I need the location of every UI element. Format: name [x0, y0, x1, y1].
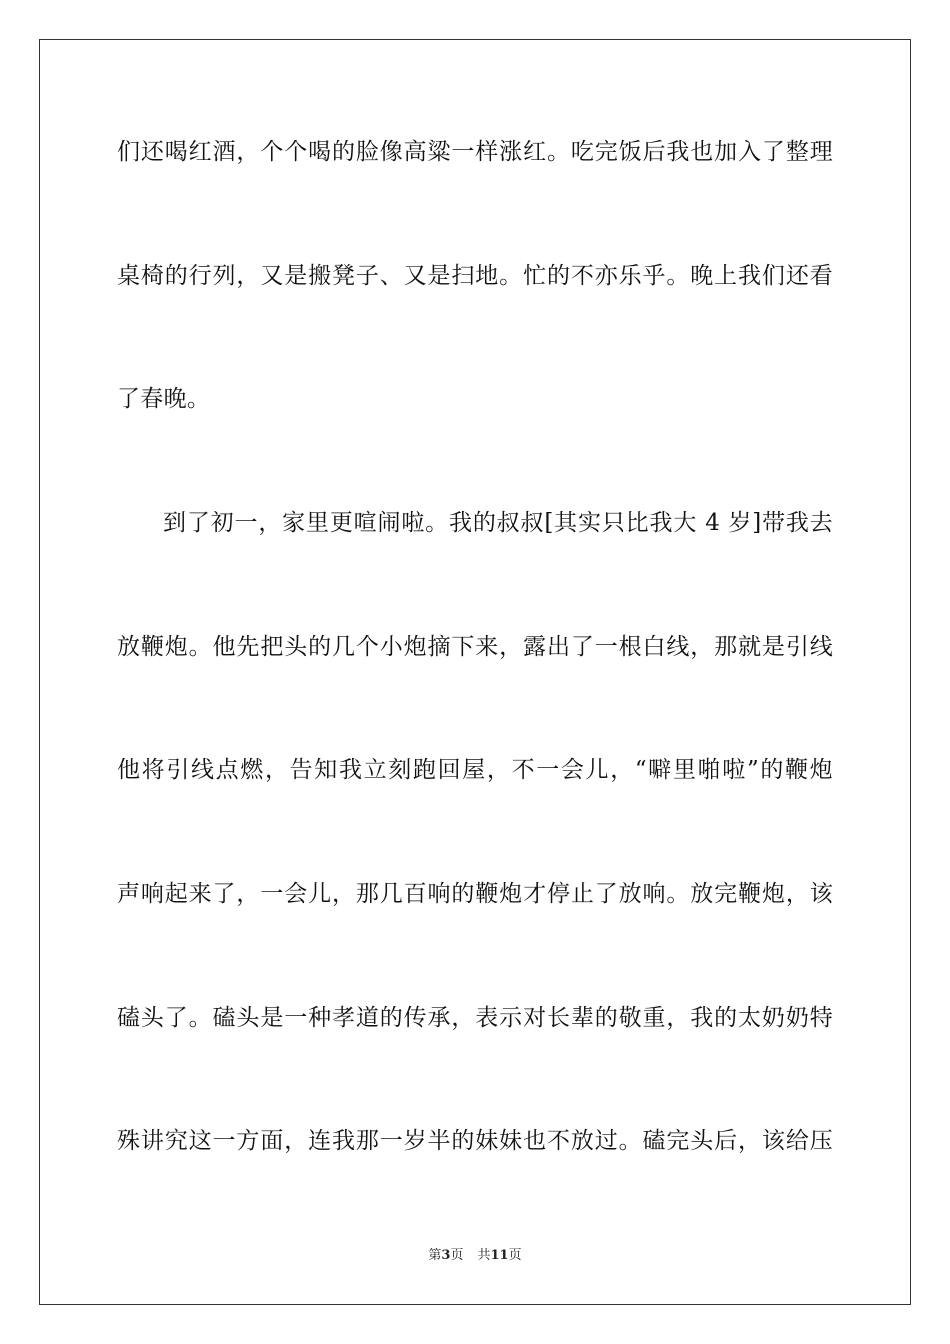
body-text-line: 了春晚。: [117, 386, 211, 412]
footer-page-prefix: 第: [428, 1248, 442, 1263]
body-text-line: 磕头了。磕头是一种孝道的传承，表示对长辈的敬重，我的太奶奶特: [117, 1005, 833, 1031]
footer-page-number: 3: [441, 1248, 451, 1263]
footer-total-suffix: 页: [508, 1248, 522, 1263]
body-text-line: 他将引线点燃，告知我立刻跑回屋，不一会儿，“噼里啪啦”的鞭炮: [117, 757, 833, 783]
body-text-line: 放鞭炮。他先把头的几个小炮摘下来，露出了一根白线，那就是引线: [117, 634, 833, 660]
page-border: [39, 39, 911, 1305]
body-text-line: 殊讲究这一方面，连我那一岁半的妹妹也不放过。磕完头后，该给压: [117, 1128, 833, 1154]
body-text-line-paragraph-start: 到了初一，家里更喧闹啦。我的叔叔[其实只比我大 4 岁]带我去: [163, 510, 833, 536]
body-text-line: 们还喝红酒，个个喝的脸像高粱一样涨红。吃完饭后我也加入了整理: [117, 139, 833, 165]
page-footer: [0, 1247, 950, 1265]
body-text-line: 声响起来了，一会儿，那几百响的鞭炮才停止了放响。放完鞭炮，该: [117, 881, 833, 907]
footer-total-prefix: 共: [477, 1248, 491, 1263]
footer-total-number: 11: [490, 1248, 509, 1263]
footer-page-suffix: 页: [450, 1248, 464, 1263]
body-text-line: 桌椅的行列，又是搬凳子、又是扫地。忙的不亦乐乎。晚上我们还看: [117, 263, 833, 289]
